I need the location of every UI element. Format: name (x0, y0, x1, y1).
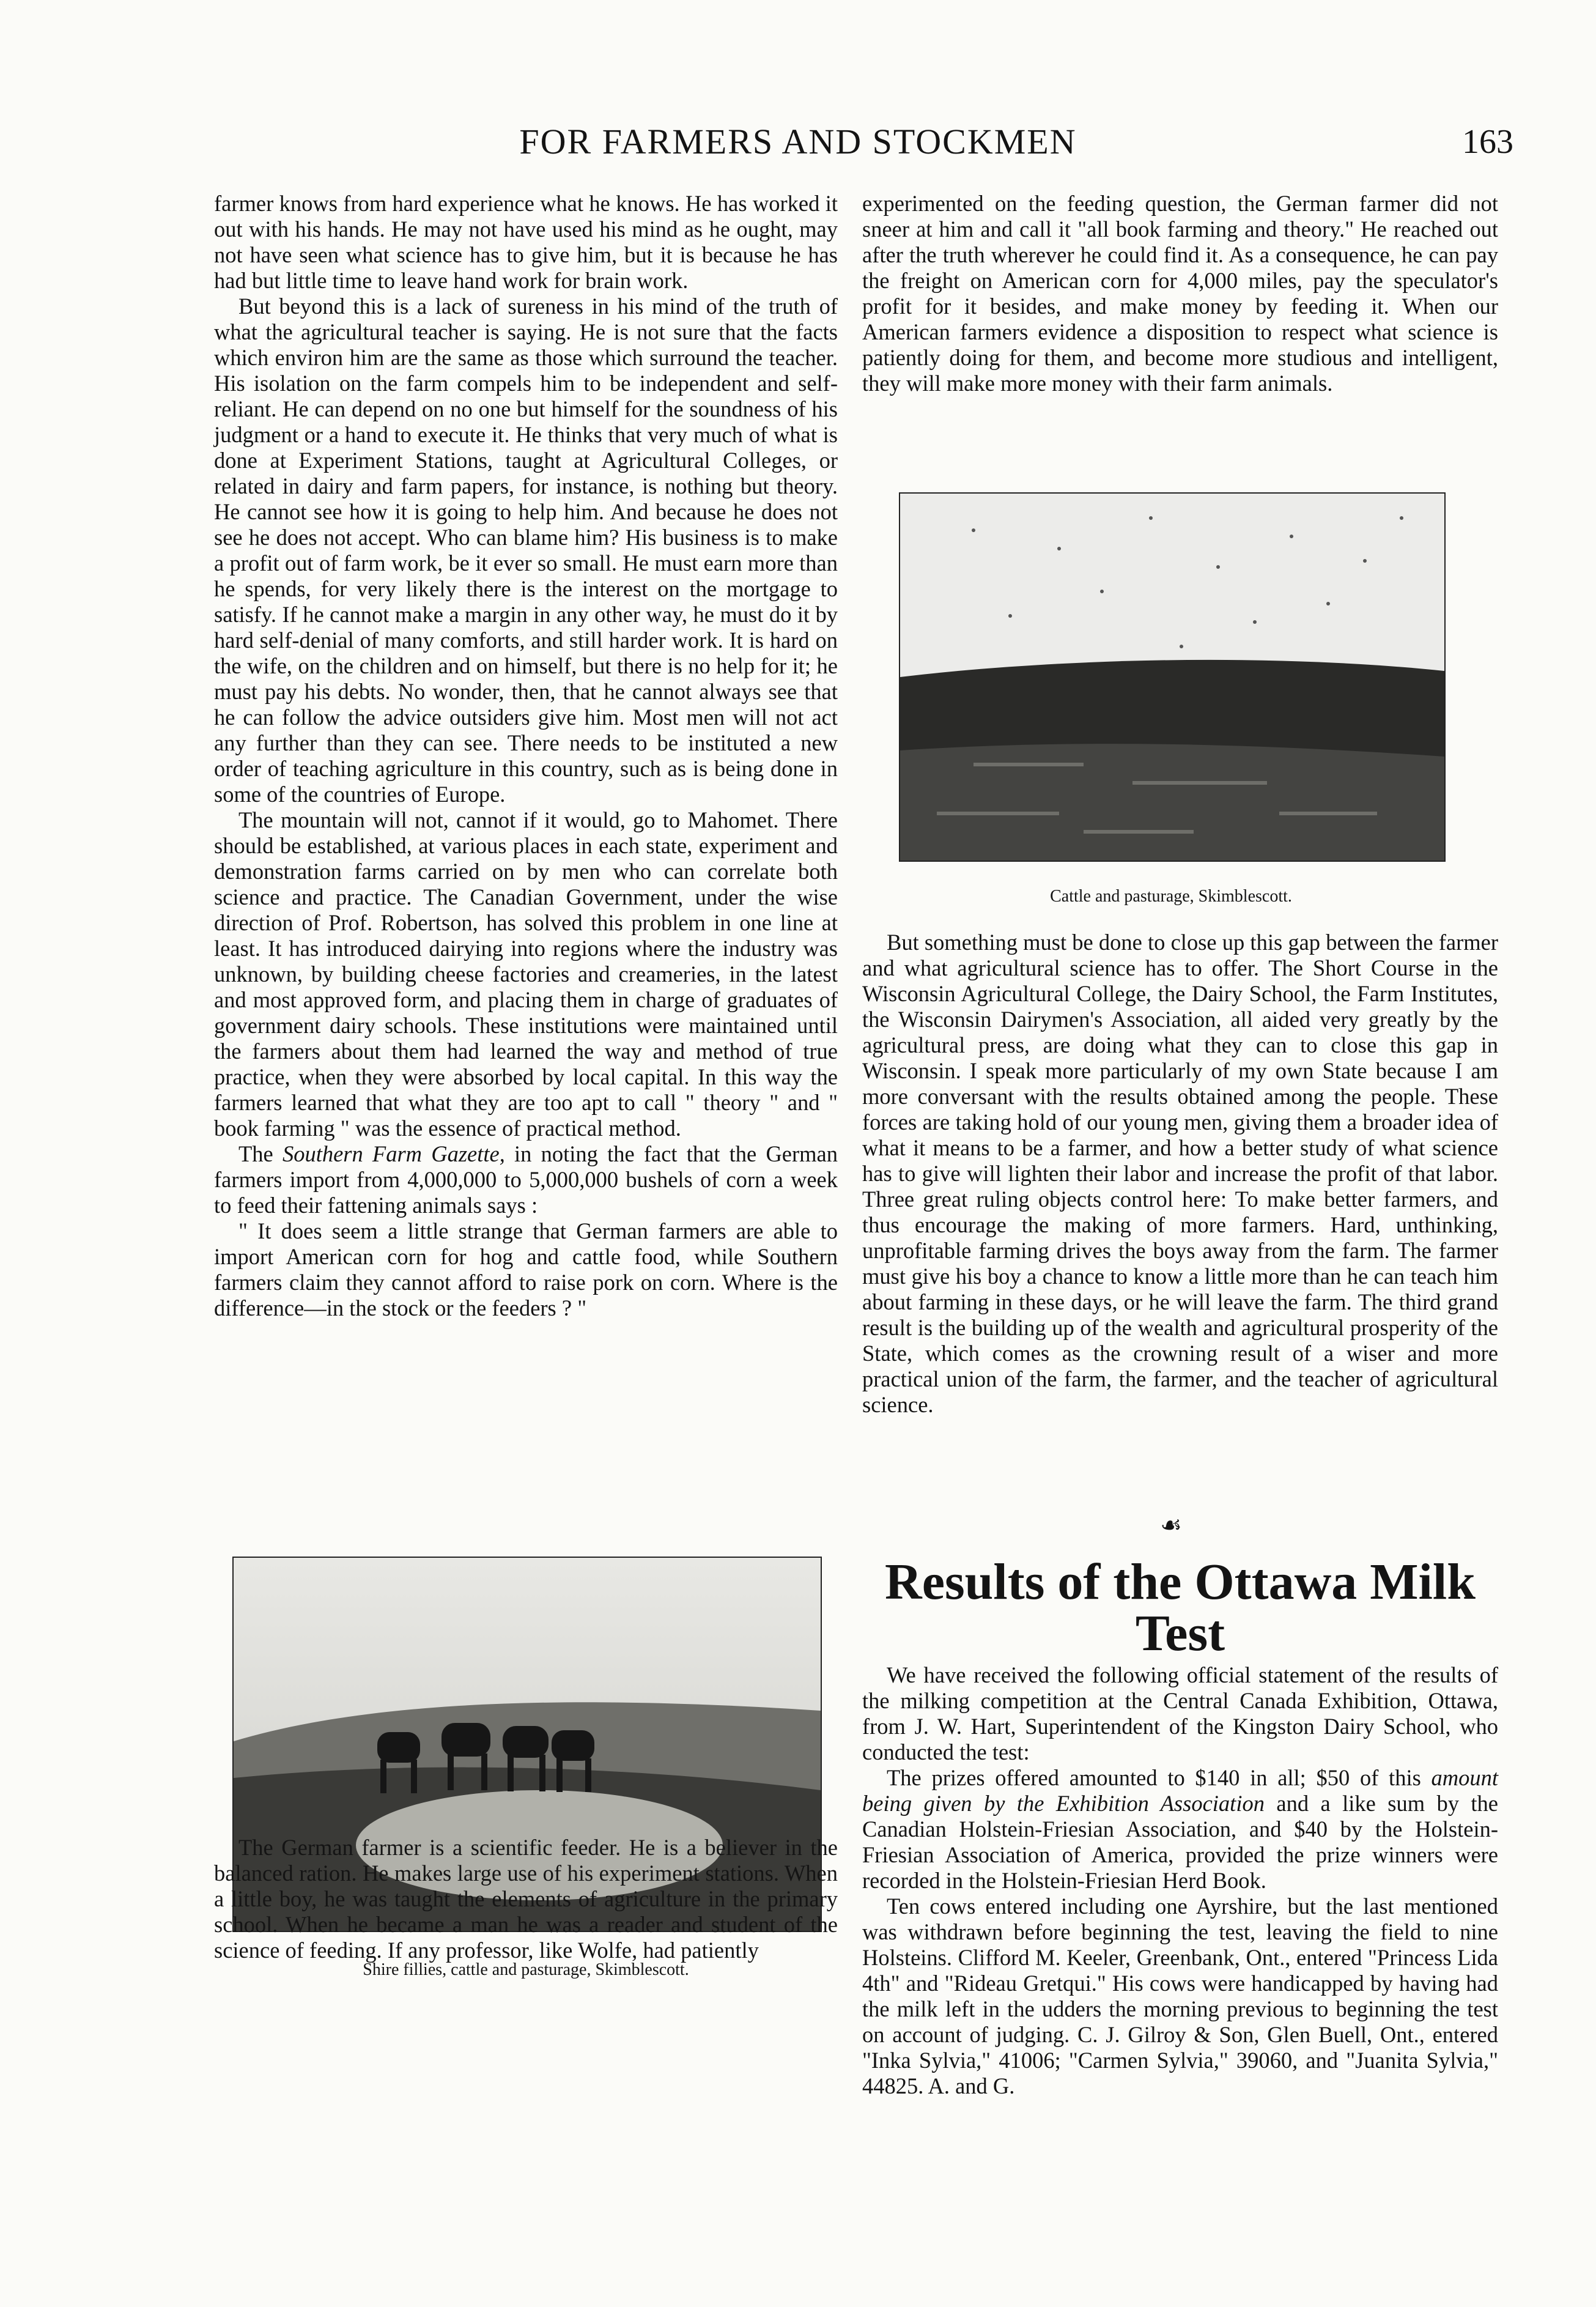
paragraph-prizes (862, 1765, 1498, 1894)
text-run: The (238, 1141, 283, 1166)
paragraph: Ten cows entered including one Ayrshire, but the last mentioned was withdrawn before beginning the test, leaving the field to nine Holsteins. Clifford M. Keeler, Greenbank, Ont., entered "Princess Lida 4th" and "Rideau Gretqui." His cows were handicapped by having had the milk left in the udders the morning previous to beginning the test on account of judging. C. J. Gilroy & Son, Glen Buell, Ont., entered "Inka Sylvia," 41006; "Carmen Sylvia," 39060, and "Juanita Sylvia," 44825. A. and G. (862, 1894, 1498, 2098)
paragraph: The mountain will not, cannot if it would, go to Mahomet. There should be established, at various places in each state, experiment and demonstration farms carried on by men who can correlate both science and practice. The Canadian Government, under the wise direction of Prof. Robertson, has solved this problem in one line at least. It has introduced dairying into regions where the industry was unknown, by building cheese factories and creameries, in the latest and most approved form, and placing them in charge of graduates of government dairy schools. These institutions were maintained until the farmers about them had learned the way and method of true practice, when they were absorbed by local capital. In this way the farmers learned that what they are too apt to call " theory " and " book farming " was the essence of practical method. (214, 807, 838, 1141)
text-run: and a like sum by the Canadian Holstein-Friesian Association, and $40 by the Holstein-Friesian Association of America, provided the prize winners were recorded in the Holstein-Friesian Herd Book. (862, 1791, 1499, 1893)
photo-caption-shire-fillies: Shire fillies, cattle and pasturage, Skimblescott. (363, 1960, 689, 1979)
paragraph: We have received the following official statement of the results of the milking competition at the Central Canada Exhibition, Ottawa, from J. W. Hart, Superintendent of the Kingston Dairy School, who conducted the test: (862, 1662, 1498, 1765)
running-header (0, 121, 1596, 170)
running-head-title: FOR FARMERS AND STOCKMEN (519, 122, 1077, 161)
italic-run: amount being given by the Exhibition Association (862, 1765, 1498, 1816)
text-run: The prizes offered amounted to $140 in all; $50 of this (887, 1765, 1432, 1790)
photo-cattle-pasturage (899, 492, 1446, 862)
text-run: in noting the fact that the German farmers import from 4,000,000 to 5,000,000 bushels of corn a week to feed their fattening animals says : (214, 1141, 838, 1218)
right-column-top (862, 191, 1498, 396)
paragraph: farmer knows from hard experience what he knows. He has worked it out with his hands. He may not have used his mind as he ought, may not have seen what science has to give him, but it is because he has had but little time to leave hand work for brain work. (214, 191, 838, 293)
paragraph-gazette (214, 1141, 838, 1218)
photo-cattle-pasturage-image (900, 494, 1444, 861)
paragraph: But something must be done to close up this gap between the farmer and what agricultural science has to offer. The Short Course in the Wisconsin Agricultural College, the Dairy School, the Farm Institutes, the Wisconsin Dairymen's Association, all aided very greatly by the agricultural press, are doing what they can to close this gap in Wisconsin. I speak more particularly of my own State because I am more conversant with the results obtained among the people. These forces are taking hold of our young men, giving them a broader idea of what it means to be a farmer, and how a better study of what science has to give will lighten their labor and increase the profit of that labor. Three great ruling objects control here: To make better farmers, and thus encourage the making of more farmers. Hard, unthinking, unprofitable farming drives the boys away from the farm. The farmer must give his boy a chance to know a little more than he can teach him about farming in these days, or he will leave the farm. The third grand result is the building up of the wealth and agricultural prosperity of the State, which comes as the crowning result of a wiser and more practical union of the farm, the farmer, and the teacher of agricultural science. (862, 930, 1498, 1417)
photo-caption-cattle: Cattle and pasturage, Skimblescott. (1050, 887, 1292, 906)
left-column-top (214, 191, 838, 1321)
right-column-bottom (862, 1662, 1498, 2099)
publication-name: Southern Farm Gazette, (282, 1141, 505, 1166)
article-title: Results of the Ottawa Milk Test (885, 1553, 1476, 1662)
left-column-bottom (214, 1835, 838, 1963)
section-ornament-icon: ☙ (1160, 1511, 1182, 1539)
page-number: 163 (1462, 123, 1513, 161)
paragraph: The German farmer is a scientific feeder. He is a believer in the balanced ration. He makes large use of his experiment stations. When a little boy, he was taught the elements of agriculture in the primary school. When he became a man he was a reader and student of the science of feeding. If any professor, like Wolfe, had patiently (214, 1835, 838, 1963)
paragraph: experimented on the feeding question, the German farmer did not sneer at him and call it "all book farming and theory." He reached out after the truth wherever he could find it. As a consequence, he can pay the freight on American corn for 4,000 miles, pay the speculator's profit for it besides, and make money by feeding it. When our American farmers evidence a disposition to respect what science is patiently doing for them, and become more studious and intelligent, they will make more money with their farm animals. (862, 191, 1498, 396)
quotation: " It does seem a little strange that German farmers are able to import American corn for hog and cattle food, while Southern farmers claim they cannot afford to raise pork on corn. Where is the difference—in the stock or the feeders ? " (214, 1218, 838, 1320)
paragraph: But beyond this is a lack of sureness in his mind of the truth of what the agricultural teacher is saying. He is not sure that the facts which environ him are the same as those which surround the teacher. His isolation on the farm compels him to be independent and self-reliant. He can depend on no one but himself for the soundness of his judgment or a hand to execute it. He thinks that very much of what is done at Experiment Stations, taught at Agricultural Colleges, or related in dairy and farm papers, for instance, is nothing but theory. He cannot see how it is going to help him. And because he does not see he does not accept. Who can blame him? His business is to make a profit out of farm work, be it ever so small. He must earn more than he spends, for very likely there is the interest on the mortgage to satisfy. If he cannot make a margin in any other way, he must do it by hard self-denial of many comforts, and still harder work. It is hard on the wife, on the children and on himself, but there is no help for it; he must pay his debts. No wonder, then, that he cannot always see that he can follow the advice outsiders give him. Most men will not act any further than they can see. There needs to be instituted a new order of teaching agriculture in this country, such as is being done in some of the countries of Europe. (214, 294, 838, 807)
right-column-middle (862, 930, 1498, 1418)
